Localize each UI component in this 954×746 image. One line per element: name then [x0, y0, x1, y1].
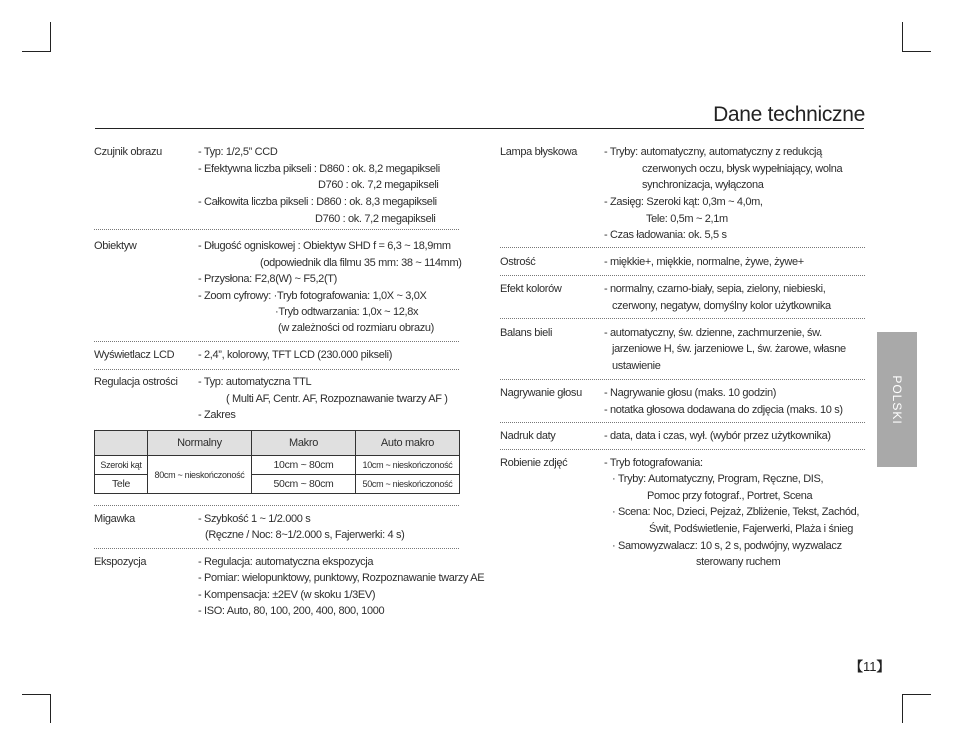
- spec-value: ( Multi AF, Centr. AF, Rozpoznawanie twarzy AF ): [226, 393, 448, 405]
- table-cell: 10cm ~ nieskończoność: [356, 456, 460, 475]
- spec-value: · Tryby: Automatyczny, Program, Ręczne, DIS,: [612, 473, 824, 485]
- spec-value: - 2,4”, kolorowy, TFT LCD (230.000 pikseli): [198, 349, 393, 361]
- section-divider: [94, 505, 459, 506]
- spec-value: czerwonych oczu, błysk wypełniający, wolna: [642, 163, 843, 175]
- spec-label-flash: Lampa błyskowa: [500, 146, 578, 158]
- spec-value: - Szybkość 1 ~ 1/2.000 s: [198, 513, 311, 525]
- spec-label-sharpness: Ostrość: [500, 256, 536, 268]
- crop-mark-bottom-left-h: [22, 694, 51, 695]
- spec-value: - notatka głosowa dodawana do zdjęcia (maks. 10 s): [604, 404, 843, 416]
- spec-value: - Tryby: automatyczny, automatyczny z redukcją: [604, 146, 822, 158]
- crop-mark-top-left-v: [50, 22, 51, 51]
- section-divider: [500, 449, 865, 450]
- spec-value: D760 : ok. 7,2 megapikseli: [315, 213, 436, 225]
- spec-value: jarzeniowe H, św. jarzeniowe L, św. żarowe, własne: [612, 343, 846, 355]
- table-header-cell: Makro: [252, 431, 356, 456]
- table-header-row: [95, 431, 460, 456]
- section-divider: [500, 275, 865, 276]
- spec-value: · Samowyzwalacz: 10 s, 2 s, podwójny, wyzwalacz: [612, 540, 842, 552]
- spec-value: - Zakres: [198, 409, 236, 421]
- table-header-cell: Normalny: [148, 431, 252, 456]
- language-tab: [877, 332, 917, 467]
- spec-value: · Scena: Noc, Dzieci, Pejzaż, Zbliżenie, Tekst, Zachód,: [612, 506, 860, 518]
- page-title: Dane techniczne: [713, 103, 865, 126]
- spec-value: - Typ: automatyczna TTL: [198, 376, 312, 388]
- spec-label-voice: Nagrywanie głosu: [500, 387, 582, 399]
- spec-label-lens: Obiektyw: [94, 240, 137, 252]
- spec-value: - Zasięg: Szeroki kąt: 0,3m ~ 4,0m,: [604, 196, 763, 208]
- spec-value: Pomoc przy fotograf., Portret, Scena: [647, 490, 813, 502]
- spec-value: (odpowiednik dla filmu 35 mm: 38 ~ 114mm): [260, 257, 462, 269]
- focus-range-table: [94, 430, 460, 494]
- table-cell: 50cm ~ 80cm: [252, 475, 356, 494]
- spec-value: - Regulacja: automatyczna ekspozycja: [198, 556, 374, 568]
- spec-label-exposure: Ekspozycja: [94, 556, 147, 568]
- page-number-value: 11: [863, 659, 877, 674]
- section-divider: [94, 548, 459, 549]
- table-row: [95, 456, 460, 475]
- spec-value: - Typ: 1/2,5” CCD: [198, 146, 278, 158]
- spec-value: - Długość ogniskowej : Obiektyw SHD f = 6,3 ~ 18,9mm: [198, 240, 451, 252]
- spec-value: czerwony, negatyw, domyślny kolor użytkownika: [612, 300, 831, 312]
- spec-value: - automatyczny, św. dzienne, zachmurzenie, św.: [604, 327, 822, 339]
- table-header-cell: [95, 431, 148, 456]
- spec-value: - Całkowita liczba pikseli : D860 : ok. 8,3 megapikseli: [198, 196, 437, 208]
- table-cell: 80cm ~ nieskończoność: [148, 456, 252, 494]
- spec-label-focus: Regulacja ostrości: [94, 376, 178, 388]
- spec-value: sterowany ruchem: [696, 556, 781, 568]
- spec-value: - Czas ładowania: ok. 5,5 s: [604, 229, 727, 241]
- spec-value: - Przysłona: F2,8(W) ~ F5,2(T): [198, 273, 337, 285]
- spec-value: - Tryb fotografowania:: [604, 457, 703, 469]
- table-header-cell: Auto makro: [356, 431, 460, 456]
- spec-value: - miękkie+, miękkie, normalne, żywe, żywe+: [604, 256, 804, 268]
- section-divider: [94, 341, 459, 342]
- spec-value: - Pomiar: wielopunktowy, punktowy, Rozpoznawanie twarzy AE: [198, 572, 485, 584]
- table-cell: 50cm ~ nieskończoność: [356, 475, 460, 494]
- spec-value: - ISO: Auto, 80, 100, 200, 400, 800, 1000: [198, 605, 385, 617]
- section-divider: [94, 369, 459, 370]
- bracket-close: 】: [876, 659, 890, 674]
- spec-value: Tele: 0,5m ~ 2,1m: [646, 213, 728, 225]
- spec-value: Świt, Podświetlenie, Fajerwerki, Plaża i śnieg: [649, 523, 853, 535]
- spec-value: - Kompensacja: ±2EV (w skoku 1/3EV): [198, 589, 376, 601]
- crop-mark-bottom-right-h: [902, 694, 931, 695]
- spec-label-display: Wyświetlacz LCD: [94, 349, 175, 361]
- section-divider: [94, 229, 459, 230]
- crop-mark-top-left-h: [22, 51, 51, 52]
- spec-value: ·Tryb odtwarzania: 1,0x ~ 12,8x: [275, 306, 419, 318]
- spec-label-date-stamp: Nadruk daty: [500, 430, 556, 442]
- spec-value: - data, data i czas, wył. (wybór przez użytkownika): [604, 430, 831, 442]
- title-underline: [95, 128, 864, 129]
- table-row-label: Szeroki kąt: [95, 456, 148, 475]
- spec-label-color-effect: Efekt kolorów: [500, 283, 562, 295]
- spec-label-white-balance: Balans bieli: [500, 327, 553, 339]
- section-divider: [500, 318, 865, 319]
- spec-value: - Nagrywanie głosu (maks. 10 godzin): [604, 387, 777, 399]
- bracket-open: 【: [850, 659, 864, 674]
- section-divider: [500, 422, 865, 423]
- spec-value: - normalny, czarno-biały, sepia, zielony, niebieski,: [604, 283, 826, 295]
- spec-value: (Ręczne / Noc: 8~1/2.000 s, Fajerwerki: 4 s): [205, 529, 405, 541]
- crop-mark-bottom-right-v: [902, 694, 903, 723]
- spec-value: - Zoom cyfrowy: ·Tryb fotografowania: 1,0X ~ 3,0X: [198, 290, 427, 302]
- table-cell: 10cm ~ 80cm: [252, 456, 356, 475]
- spec-label-sensor: Czujnik obrazu: [94, 146, 162, 158]
- spec-value: - Efektywna liczba pikseli : D860 : ok. 8,2 megapikseli: [198, 163, 440, 175]
- spec-value: D760 : ok. 7,2 megapikseli: [318, 179, 439, 191]
- spec-label-shutter: Migawka: [94, 513, 135, 525]
- section-divider: [500, 379, 865, 380]
- crop-mark-bottom-left-v: [50, 694, 51, 723]
- spec-value: (w zależności od rozmiaru obrazu): [278, 322, 434, 334]
- spec-label-shooting: Robienie zdjęć: [500, 457, 568, 469]
- spec-value: synchronizacja, wyłączona: [642, 179, 764, 191]
- page-number: [850, 656, 890, 675]
- spec-value: ustawienie: [612, 360, 661, 372]
- language-tab-label: POLSKI: [890, 374, 904, 425]
- table-row-label: Tele: [95, 475, 148, 494]
- crop-mark-top-right-h: [902, 51, 931, 52]
- crop-mark-top-right-v: [902, 22, 903, 51]
- section-divider: [500, 247, 865, 248]
